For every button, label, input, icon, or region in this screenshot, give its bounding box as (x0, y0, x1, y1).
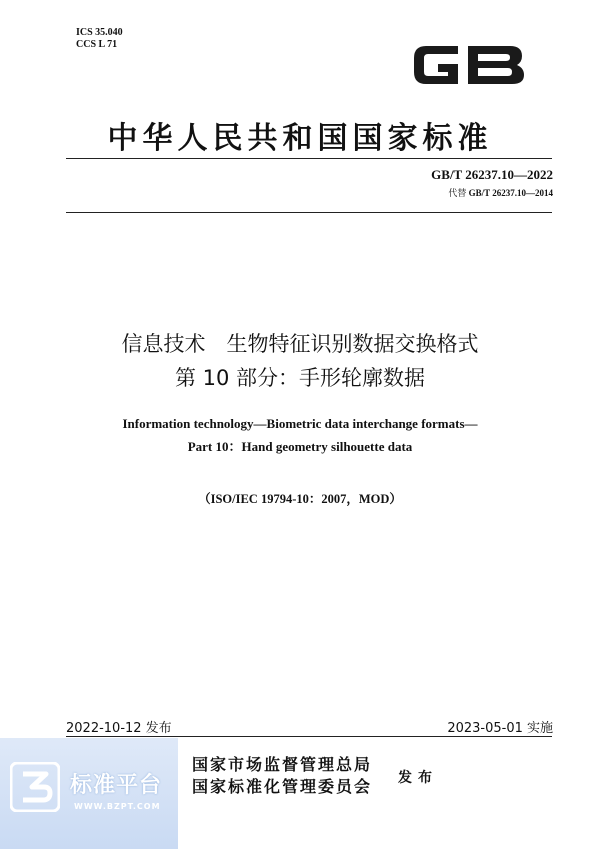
en-title-line2: Part 10：Hand geometry silhouette data (187, 439, 413, 454)
issuer-sac: 国家标准化管理委员会 (192, 777, 373, 796)
header-divider (66, 158, 552, 159)
replaces-line (448, 186, 553, 199)
cn-title-line2: 第 10 部分：手形轮廓数据 (174, 366, 426, 390)
replaced-standard: GB/T 26237.10—2014 (468, 188, 553, 198)
watermark-url: WWW.BZPT.COM (74, 802, 161, 811)
ccs-code: CCS L 71 (76, 39, 118, 50)
number-divider (66, 212, 552, 213)
watermark-brand: 标准平台 (70, 773, 163, 798)
adoption-note: （ISO/IEC 19794-10：2007，MOD） (198, 492, 402, 506)
implement-date: 2023-05-01 实施 (447, 721, 553, 736)
standard-number: GB/T 26237.10—2022 (431, 167, 553, 182)
watermark-logo-icon (10, 762, 60, 812)
gb-logo-g (414, 46, 458, 84)
footer-divider (66, 736, 552, 737)
publish-date: 2022-10-12 发布 (66, 721, 172, 736)
gb-logo (406, 36, 530, 94)
en-title-line1: Information technology—Biometric data interchange formats— (122, 416, 478, 431)
cn-title-line1: 信息技术 生物特征识别数据交换格式 (121, 332, 479, 356)
replaces-prefix: 代替 (448, 188, 467, 198)
classification-codes (76, 27, 123, 51)
gb-logo-b (468, 46, 524, 84)
national-standard-heading: 中华人民共和国国家标准 (107, 121, 493, 156)
ics-code: ICS 35.040 (76, 27, 123, 38)
issuer-samr: 国家市场监督管理总局 (192, 755, 373, 774)
issue-label: 发布 (398, 770, 438, 786)
